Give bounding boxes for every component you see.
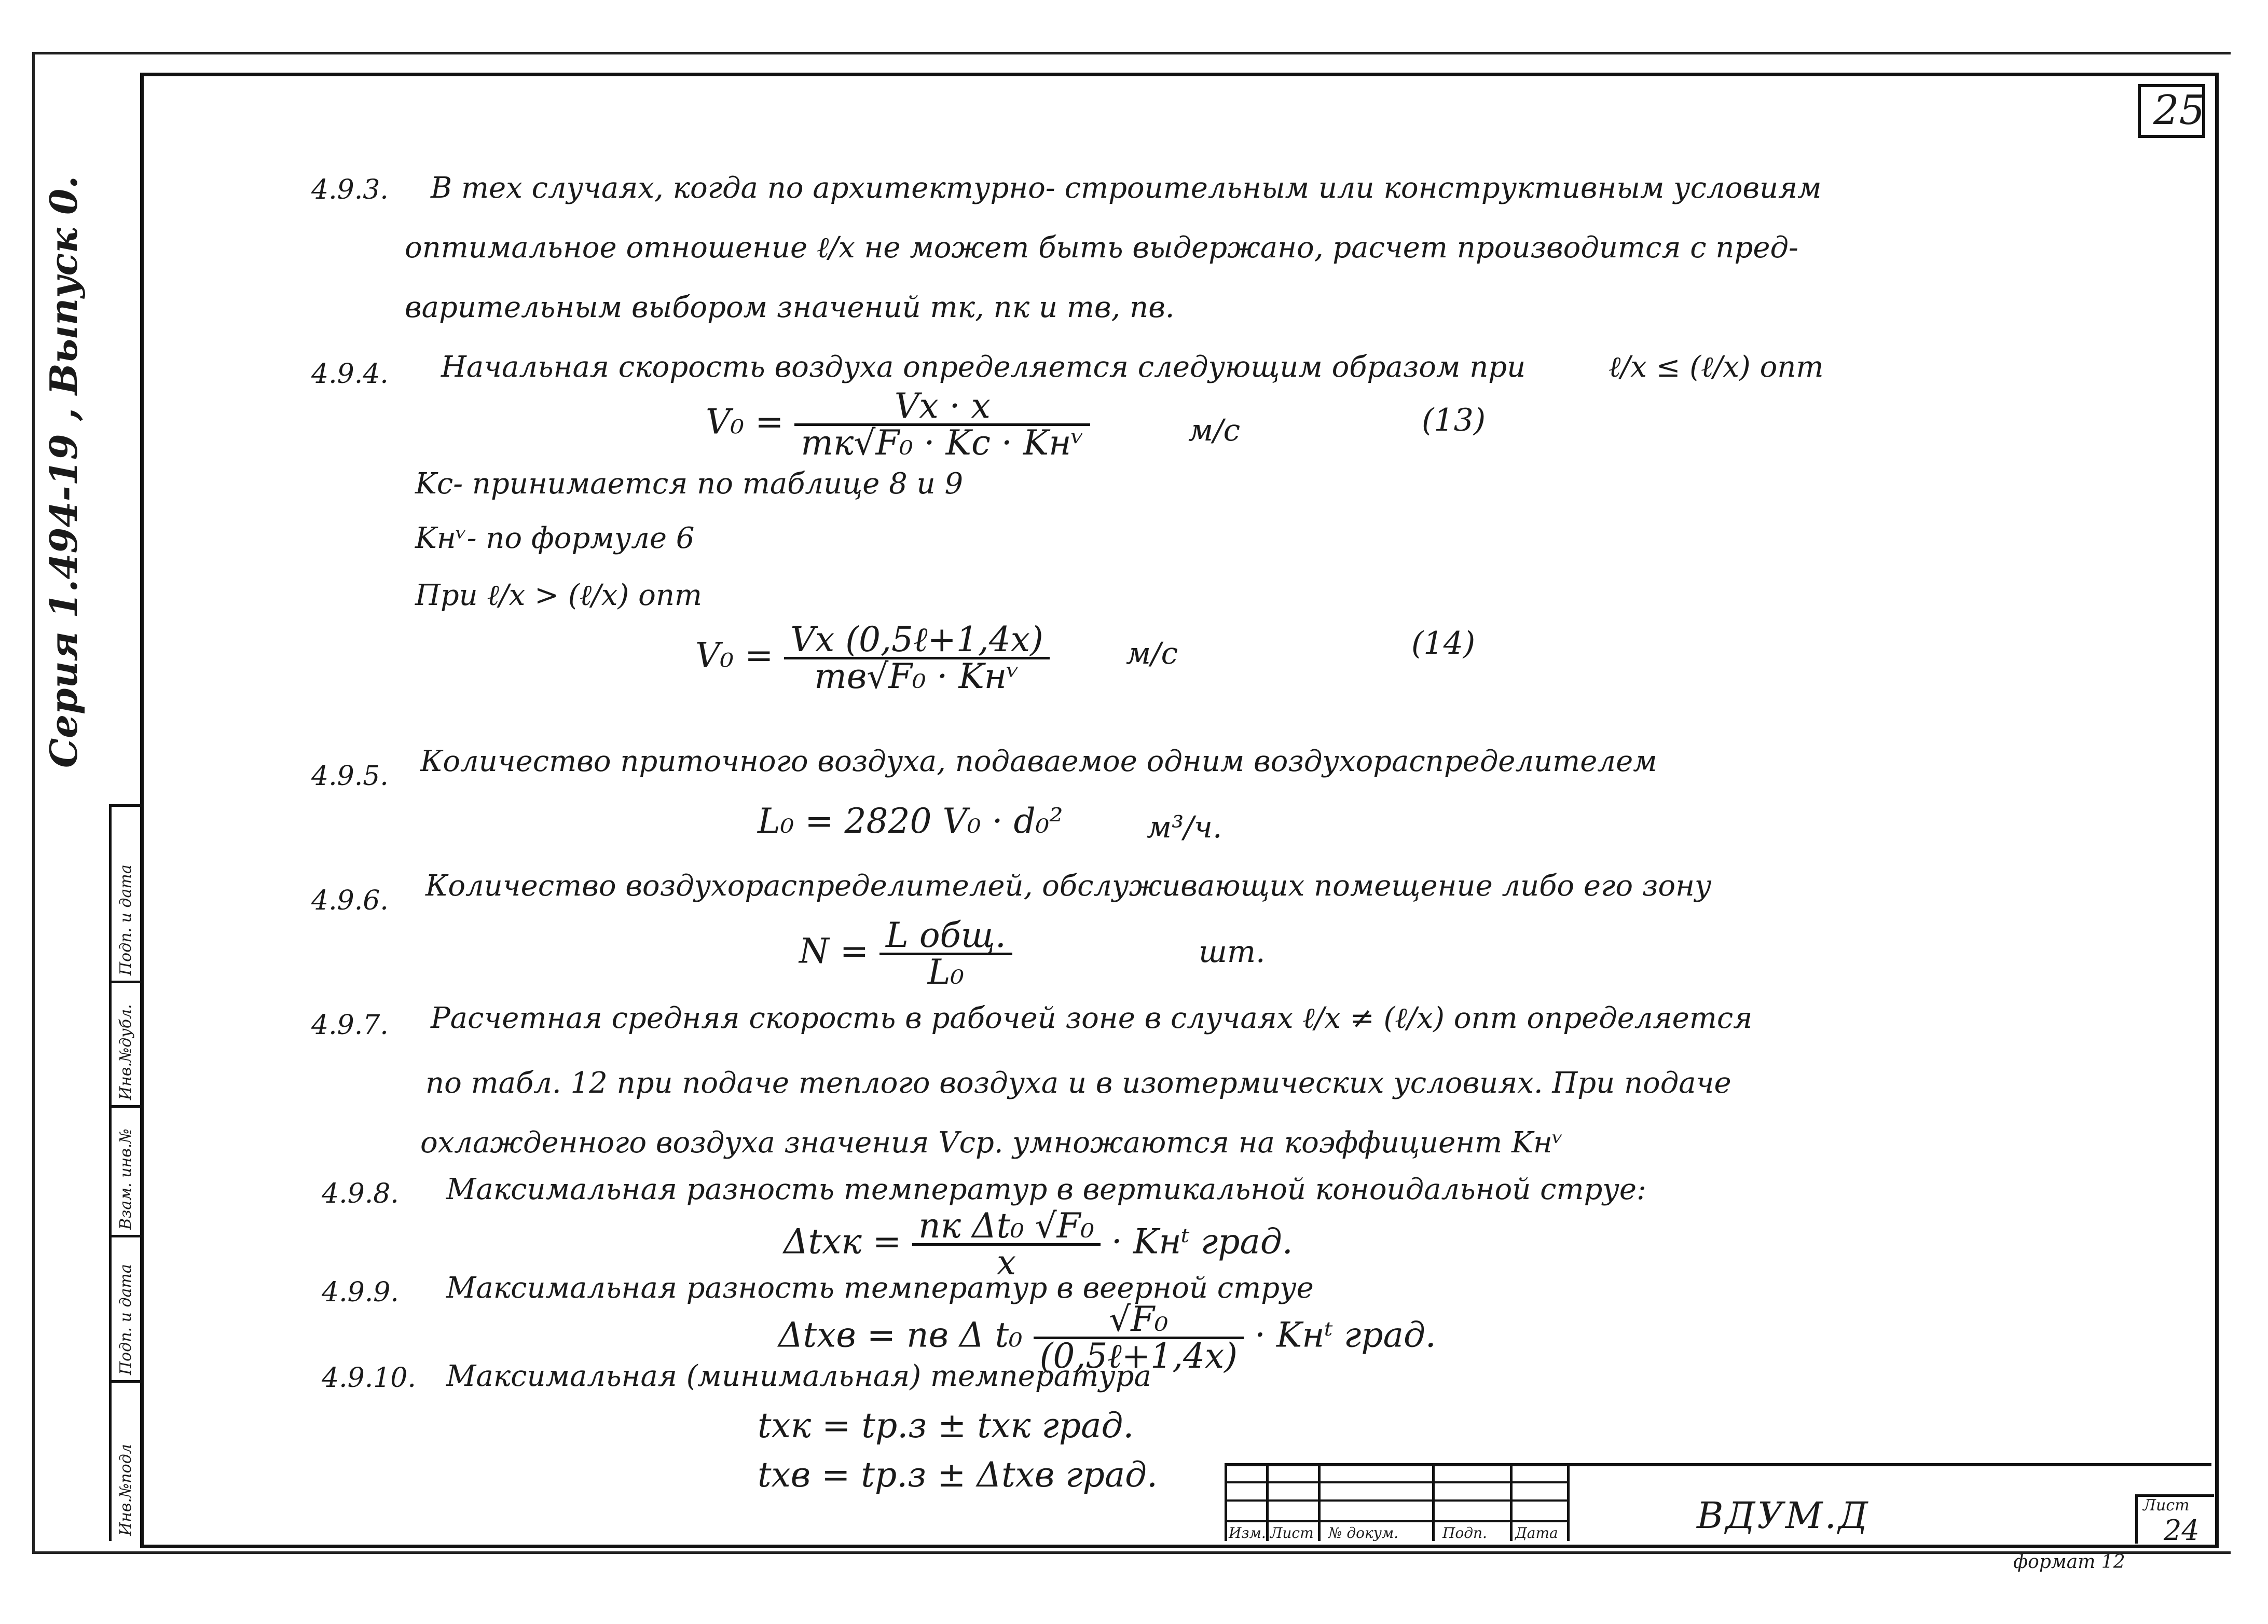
note-line: При ℓ/x > (ℓ/x) опт — [415, 579, 702, 612]
title-block-col — [1510, 1463, 1513, 1541]
formula-delta-t-fan: Δtxв = nв Δ t₀ $\frac{\text{√F₀}}{\text{(0,5ℓ+1,4x)}}$ · Kнᵗ град. — [778, 1299, 1436, 1376]
side-stamp-divider — [109, 1380, 140, 1383]
equation-number: (14) — [1411, 625, 1476, 662]
title-block-row — [1225, 1520, 1567, 1522]
note-line: Kнᵛ- по формуле 6 — [415, 521, 695, 555]
title-block-label: Подп. — [1442, 1524, 1487, 1542]
section-number: 4.9.10. — [322, 1362, 416, 1394]
paragraph-line: по табл. 12 при подаче теплого воздуха и в изотермических условиях. При подаче — [425, 1066, 1731, 1100]
section-number: 4.9.5. — [311, 761, 389, 792]
page-number: 25 — [2153, 87, 2205, 134]
paragraph-line: Максимальная разность температур в вертикальной коноидальной струе: — [446, 1173, 1646, 1206]
section-number: 4.9.4. — [311, 359, 389, 390]
paragraph-line: оптимальное отношение ℓ/x не может быть выдержано, расчет производится с пред- — [405, 231, 1798, 265]
unit: м/с — [1126, 636, 1178, 671]
section-number: 4.9.7. — [311, 1010, 389, 1041]
side-stamp-divider — [109, 1235, 140, 1237]
format-label: формат 12 — [2013, 1551, 2125, 1573]
formula-supply-air: L₀ = 2820 V₀ · d₀² — [758, 801, 1063, 841]
paragraph-line: варительным выбором значений mк, nк и mв, nв. — [405, 291, 1175, 324]
formula-temp-fan: txв = tр.з ± Δtxв град. — [758, 1455, 1158, 1495]
unit: м/с — [1188, 412, 1241, 448]
series-title: Серия 1.494-19 , Выпуск 0. — [42, 175, 86, 768]
side-stamp-divider — [109, 981, 140, 983]
formula-14: V₀ = $\frac{\text{Vx (0,5ℓ+1,4x)}}{\text{mв√F₀ · Kнᵛ}}$ — [695, 623, 1050, 694]
paragraph-line: Максимальная разность температур в веерной струе — [446, 1271, 1314, 1305]
section-number: 4.9.9. — [322, 1277, 399, 1308]
formula-delta-t-conoidal: Δtxк = $\frac{\text{nк Δt₀ √F₀}}{x}$ · Kнᵗ град. — [784, 1206, 1293, 1283]
section-number: 4.9.3. — [311, 174, 389, 205]
title-block-row — [1225, 1499, 1567, 1502]
title-block-label: Лист — [1270, 1524, 1314, 1542]
title-block-label: № докум. — [1328, 1524, 1399, 1542]
unit: шт. — [1199, 934, 1266, 969]
equation-number: (13) — [1422, 402, 1486, 438]
side-stamp-divider — [109, 804, 140, 807]
paragraph-line: Количество воздухораспределителей, обслуживающих помещение либо его зону — [425, 869, 1712, 903]
side-stamp-label: Подп. и дата — [117, 1264, 135, 1375]
section-number: 4.9.8. — [322, 1178, 399, 1209]
note-line: Kс- принимается по таблице 8 и 9 — [415, 467, 964, 501]
side-stamp-label: Инв.№дубл. — [117, 1004, 135, 1100]
sheet-number: 24 — [2164, 1514, 2200, 1547]
side-stamp-divider — [109, 1105, 140, 1108]
section-number: 4.9.6. — [311, 885, 389, 916]
paragraph-line: В тех случаях, когда по архитектурно- строительным или конструктивным условиям — [431, 171, 1822, 205]
formula-13: V₀ = $\frac{Vx \cdot x}{\text{mк√F₀ · Kс · Kнᵛ}}$ — [706, 389, 1090, 460]
paragraph-line: Максимальная (минимальная) температура — [446, 1359, 1151, 1393]
title-block-col — [1432, 1463, 1435, 1541]
title-block-col — [1266, 1463, 1269, 1541]
document-code: ВДУМ.Д — [1697, 1494, 1870, 1537]
title-block-label: Изм. — [1229, 1524, 1266, 1542]
title-block-col — [1567, 1463, 1570, 1541]
paragraph-line: Начальная скорость воздуха определяется следующим образом при — [441, 350, 1526, 384]
title-block-col — [1318, 1463, 1321, 1541]
paragraph-line: охлажденного воздуха значения Vср. умножаются на коэффициент Kнᵛ — [420, 1126, 1563, 1160]
formula-count: N = $\frac{\text{L общ.}}{\text{L₀}}$ — [799, 918, 1012, 989]
unit: м³/ч. — [1147, 809, 1222, 845]
sheet-label: Лист — [2143, 1496, 2190, 1515]
side-stamp-label: Взам. инв.№ — [117, 1128, 135, 1230]
formula-temp-conoidal: txк = tр.з ± txк град. — [758, 1406, 1134, 1446]
paragraph-line: Количество приточного воздуха, подаваемое одним воздухораспределителем — [420, 745, 1657, 778]
side-stamp-label: Подп. и дата — [117, 864, 135, 975]
paragraph-line: Расчетная средняя скорость в рабочей зоне в случаях ℓ/x ≠ (ℓ/x) опт определяется — [431, 1001, 1753, 1035]
title-block-label: Дата — [1515, 1524, 1558, 1542]
title-block-row — [1225, 1481, 1567, 1483]
side-stamp-label: Инв.№подл — [117, 1444, 135, 1536]
title-block-col — [1225, 1463, 1227, 1541]
condition: ℓ/x ≤ (ℓ/x) опт — [1609, 350, 1824, 384]
